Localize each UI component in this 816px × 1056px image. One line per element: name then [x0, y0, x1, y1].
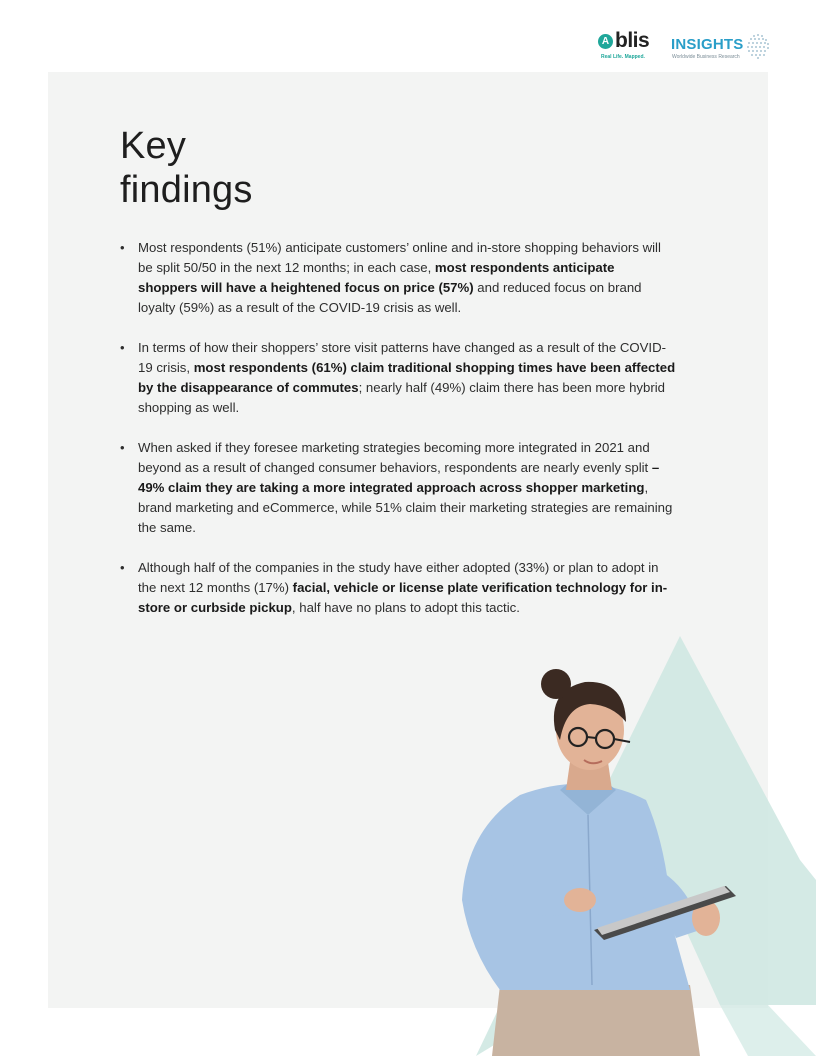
finding-highlight: facial, vehicle or license plate verification technology for in-store or curbside pickup	[138, 580, 668, 615]
finding-item	[120, 338, 676, 418]
triangle-lower-edge	[720, 1005, 816, 1056]
title-line-1: Key	[120, 125, 187, 167]
finding-text: ; nearly half (49%) claim there has been more hybrid shopping as well.	[138, 380, 665, 415]
page-title	[120, 124, 253, 212]
finding-text: In terms of how their shoppers’ store visit patterns have changed as a result of the COVID-19 crisis,	[138, 340, 666, 375]
finding-text: When asked if they foresee marketing strategies becoming more integrated in 2021 and beyond as a result of changed consumer behaviors, respondents are nearly evenly split	[138, 440, 652, 475]
key-findings-list	[120, 238, 676, 638]
insights-tagline: Worldwide Business Research	[672, 54, 740, 60]
finding-item	[120, 558, 676, 618]
blis-tagline: Real Life. Mapped.	[601, 54, 645, 60]
blis-mark-icon: A	[598, 34, 613, 49]
insights-wordmark: INSIGHTS	[671, 36, 744, 53]
finding-highlight: – 49% claim they are taking a more integrated approach across shopper marketing	[138, 460, 660, 495]
finding-text: , brand marketing and eCommerce, while 51% claim their marketing strategies are remaining the same.	[138, 480, 673, 535]
blis-wordmark: blis	[615, 29, 650, 52]
finding-text: Most respondents (51%) anticipate customers’ online and in-store shopping behaviors will be split 50/50 in the next 12 months; in each case,	[138, 240, 661, 275]
finding-text: and reduced focus on brand loyalty (59%) as a result of the COVID-19 crisis as well.	[138, 280, 642, 315]
title-line-2: findings	[120, 169, 253, 211]
finding-text: , half have no plans to adopt this tactic.	[291, 600, 520, 615]
finding-item	[120, 238, 676, 318]
finding-text: Although half of the companies in the study have either adopted (33%) or plan to adopt in the next 12 months (17%)	[138, 560, 659, 595]
finding-item	[120, 438, 676, 538]
finding-highlight: most respondents (61%) claim traditional shopping times have been affected by the disappearance of commutes	[138, 360, 676, 395]
finding-highlight: most respondents anticipate shoppers will have a heightened focus on price (57%)	[138, 260, 615, 295]
